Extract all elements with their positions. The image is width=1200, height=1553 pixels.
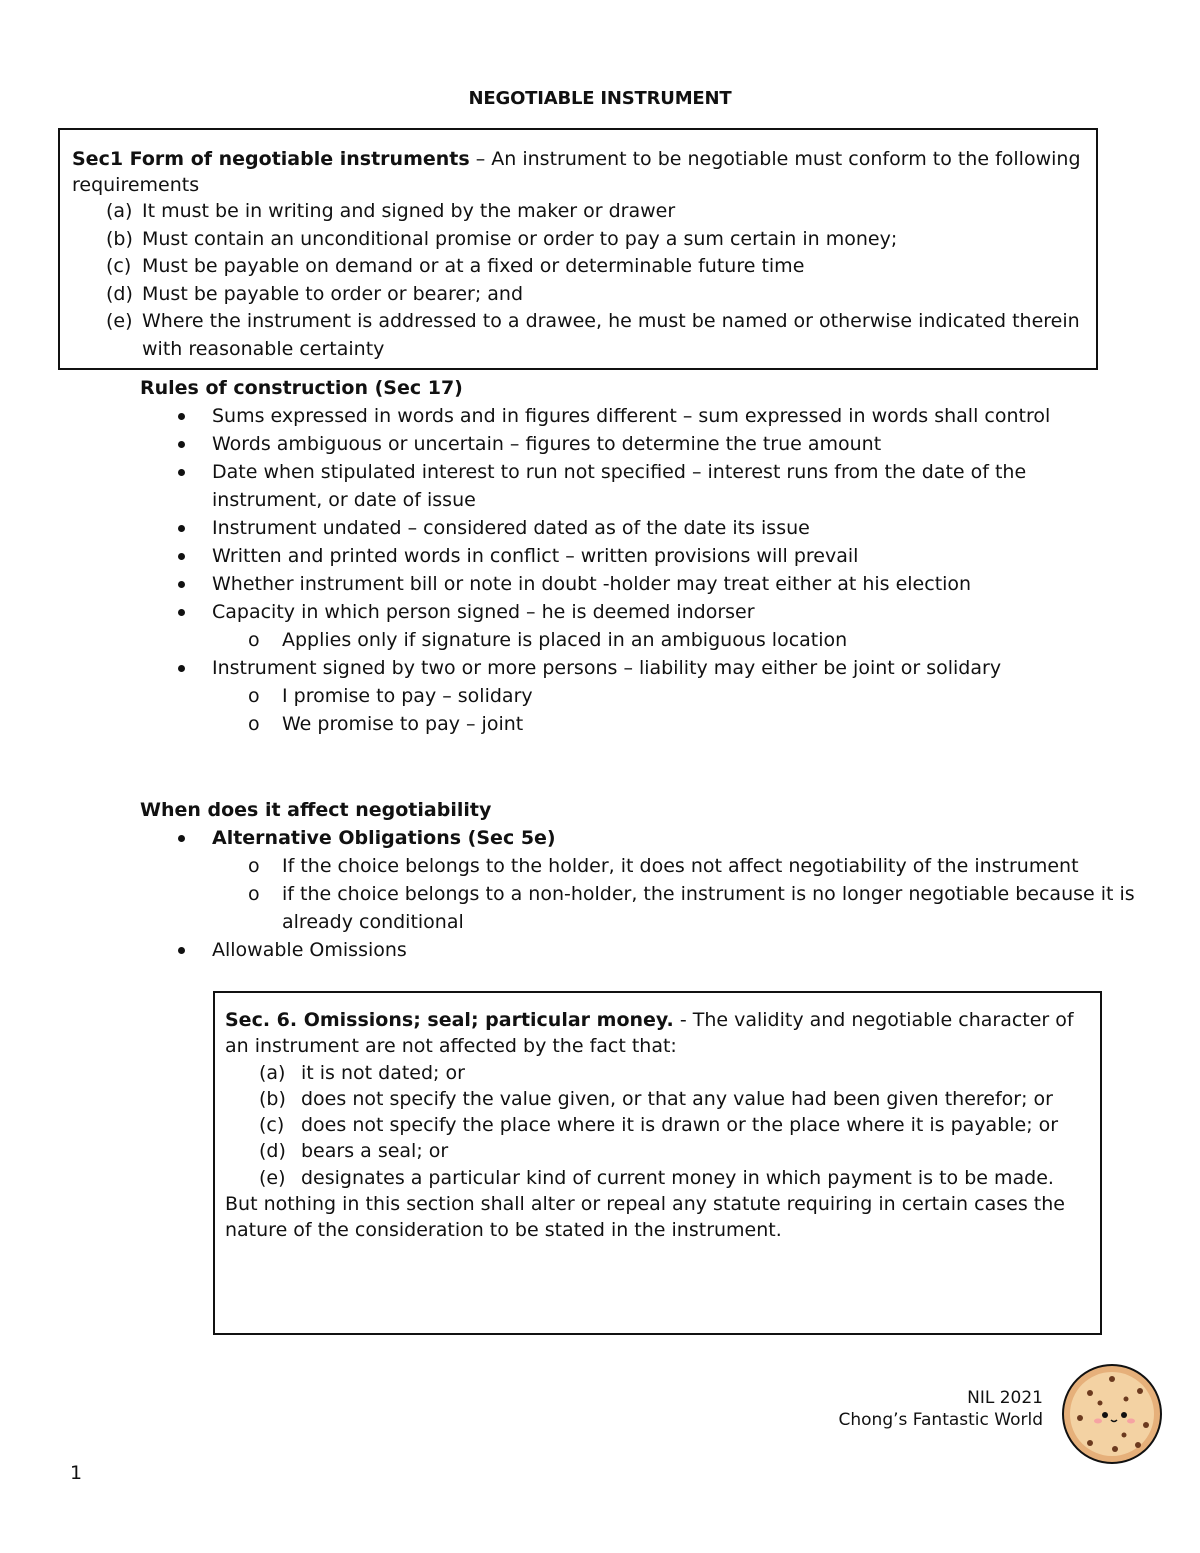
list-item-text: Whether instrument bill or note in doubt -holder may treat either at his election [212, 573, 972, 595]
section6-intro-text: - The validity and negotiable character of an instrument are not affected by the fact that: [225, 1009, 1074, 1058]
section6-item-a [225, 1060, 1087, 1086]
section6-closing: But nothing in this section shall alter or repeal any statute requiring in certain cases the nature of the consideration to be stated in the instrument. [225, 1193, 1065, 1242]
bullet-icon [178, 581, 185, 588]
item-marker: (e) [106, 310, 133, 332]
item-text: does not specify the value given, or that any value had been given therefor; or [301, 1087, 1053, 1110]
rules-heading: Rules of construction (Sec 17) [140, 377, 463, 399]
footer-line1: NIL 2021 [967, 1388, 1043, 1408]
item-marker: (b) [259, 1087, 286, 1110]
item-marker: (d) [259, 1140, 286, 1163]
sub-list-item-text: I promise to pay – solidary [282, 685, 533, 707]
bullet-icon [178, 835, 185, 842]
list-item [140, 514, 1140, 542]
section6-content [225, 1007, 1087, 1244]
section1-item-a [106, 198, 1086, 226]
negotiability-heading: When does it affect negotiability [140, 799, 492, 821]
section1-heading: Sec1 Form of negotiable instruments [72, 148, 470, 170]
section1-item-e [106, 308, 1086, 363]
footer [839, 1387, 1043, 1431]
sub-bullet-marker: o [248, 855, 260, 877]
page-number: 1 [70, 1462, 83, 1484]
section1-intro [72, 146, 1082, 198]
section6-intro [225, 1007, 1087, 1060]
list-item-text: Written and printed words in conflict – written provisions will prevail [212, 545, 859, 567]
rules-section [140, 374, 1140, 964]
section6-heading: Sec. 6. Omissions; seal; particular money. [225, 1009, 674, 1031]
sub-bullet-marker: o [248, 629, 260, 651]
list-item-text: Words ambiguous or uncertain – figures to determine the true amount [212, 433, 882, 455]
sub-list-item [140, 682, 1140, 710]
list-item [140, 458, 1140, 514]
list-item-text: Capacity in which person signed – he is deemed indorser [212, 601, 755, 623]
list-item [140, 402, 1140, 430]
bullet-icon [178, 947, 185, 954]
item-text: It must be in writing and signed by the maker or drawer [142, 200, 676, 222]
bullet-icon [178, 665, 185, 672]
cookie-icon [1060, 1363, 1164, 1465]
sub-list-item-text: We promise to pay – joint [282, 713, 524, 735]
section6-item-b [225, 1086, 1087, 1112]
sub-bullet-marker: o [248, 883, 260, 905]
bullet-icon [178, 469, 185, 476]
list-item-text: Date when stipulated interest to run not specified – interest runs from the date of the instrument, or date of issue [212, 461, 1027, 511]
item-text: Must be payable on demand or at a fixed or determinable future time [142, 255, 805, 277]
item-marker: (c) [259, 1114, 285, 1137]
list-item [140, 654, 1140, 682]
list-item-text: Instrument undated – considered dated as of the date its issue [212, 517, 810, 539]
section6-item-c [225, 1112, 1087, 1138]
sub-bullet-marker: o [248, 713, 260, 735]
section1-list [106, 198, 1086, 363]
bullet-icon [178, 553, 185, 560]
sub-list-item [140, 852, 1140, 880]
list-item [140, 430, 1140, 458]
sub-list-item [140, 626, 1140, 654]
list-item [140, 598, 1140, 626]
sub-list-item [140, 710, 1140, 738]
item-marker: (a) [106, 200, 133, 222]
bullet-icon [178, 441, 185, 448]
item-text: Must be payable to order or bearer; and [142, 282, 524, 305]
sub-list-item-text: if the choice belongs to a non-holder, the instrument is no longer negotiable because it is already conditional [282, 883, 1135, 933]
item-text: Must contain an unconditional promise or order to pay a sum certain in money; [142, 227, 898, 250]
bullet-icon [178, 609, 185, 616]
section6-item-d [225, 1138, 1087, 1164]
section1-intro-text: – An instrument to be negotiable must conform to the following requirements [72, 148, 1081, 196]
sub-list-item-text: If the choice belongs to the holder, it does not affect negotiability of the instrument [282, 855, 1079, 877]
section6-box [213, 991, 1102, 1335]
list-item [140, 936, 1140, 964]
alt-obligations-heading: Alternative Obligations (Sec 5e) [212, 827, 556, 849]
section6-item-e [225, 1165, 1087, 1191]
footer-line2: Chong’s Fantastic World [838, 1410, 1043, 1430]
sub-list-item-text: Applies only if signature is placed in an ambiguous location [282, 629, 848, 651]
bullet-icon [178, 525, 185, 532]
list-item-text: Sums expressed in words and in figures different – sum expressed in words shall control [212, 405, 1051, 427]
spacer [140, 738, 1140, 796]
bullet-icon [178, 413, 185, 420]
item-text: designates a particular kind of current money in which payment is to be made. [301, 1166, 1054, 1189]
section1-box [58, 128, 1098, 370]
section1-item-d [106, 281, 1086, 309]
item-marker: (a) [259, 1061, 286, 1084]
item-marker: (b) [106, 227, 133, 250]
item-marker: (e) [259, 1166, 286, 1189]
sub-list-item [140, 880, 1140, 936]
page-title: NEGOTIABLE INSTRUMENT [468, 88, 732, 109]
item-text: Where the instrument is addressed to a drawee, he must be named or otherwise indicated therein with reasonable certainty [142, 310, 1080, 360]
list-item [140, 542, 1140, 570]
item-text: bears a seal; or [301, 1140, 449, 1163]
list-item [140, 824, 1140, 852]
list-item-text: Allowable Omissions [212, 939, 407, 961]
section1-item-b [106, 226, 1086, 254]
list-item [140, 570, 1140, 598]
item-text: it is not dated; or [301, 1061, 465, 1084]
item-text: does not specify the place where it is drawn or the place where it is payable; or [301, 1114, 1059, 1137]
item-marker: (c) [106, 255, 132, 277]
section1-item-c [106, 253, 1086, 281]
item-marker: (d) [106, 282, 133, 305]
list-item-text: Instrument signed by two or more persons – liability may either be joint or solidary [212, 657, 1002, 679]
sub-bullet-marker: o [248, 685, 260, 707]
